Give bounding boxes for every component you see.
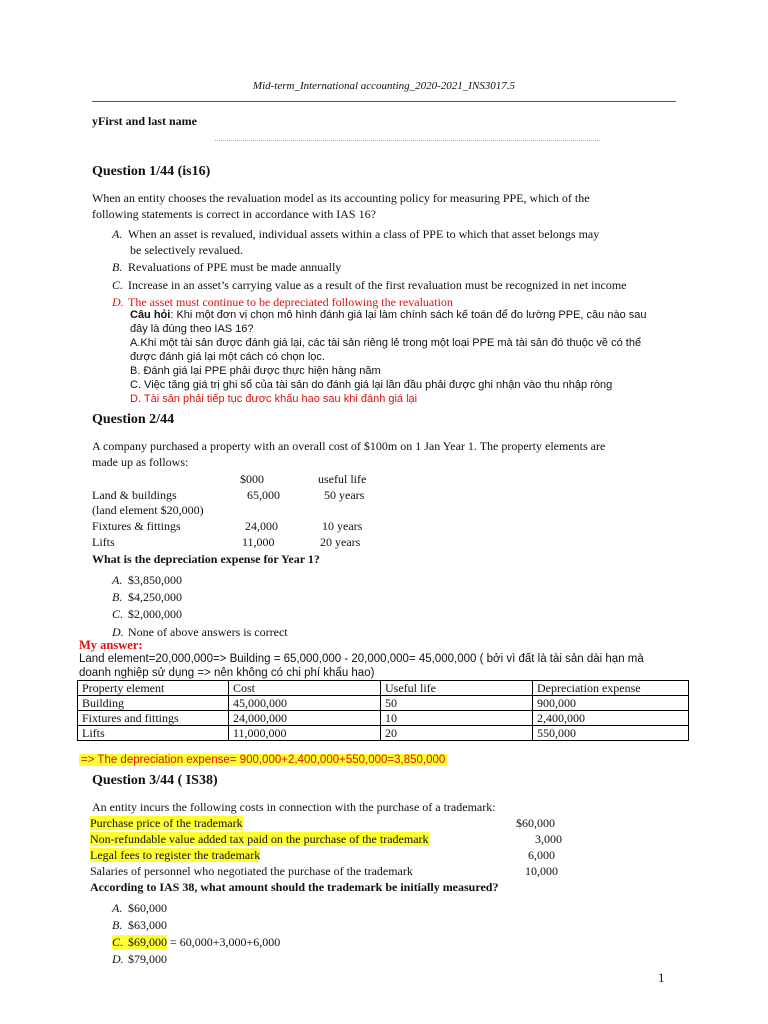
q3-cost3-text: Legal fees to register the trademark — [90, 848, 261, 862]
q2-option-b — [112, 590, 182, 605]
q1-title: Question 1/44 (is16) — [92, 164, 211, 179]
q3-option-c-letter: C. — [112, 935, 124, 949]
q1-vn-label: Câu hỏi — [130, 309, 171, 321]
q3-stem: An entity incurs the following costs in connection with the purchase of a trademark: — [92, 800, 496, 814]
table-header-cell: Depreciation expense — [533, 681, 689, 696]
q1-vn-line4: được đánh giá lại một cách có chọn lọc. — [130, 351, 325, 363]
q1-vn-line1-text: : Khi một đơn vị chọn mô hình đánh giá lại làm chính sách kế toán để đo lường PPE, câu nào sau — [170, 309, 647, 321]
q2-working-line1: Land element=20,000,000=> Building = 65,000,000 - 20,000,000= 45,000,000 ( bởi vì đất là tài sản dài hạn mà — [79, 653, 644, 665]
q1-vn-line1 — [130, 309, 646, 321]
q2-row2-cost: 24,000 — [245, 519, 278, 533]
table-cell: Fixtures and fittings — [78, 711, 229, 726]
name-label: yFirst and last name — [92, 114, 197, 128]
q1-vn-line3: A.Khi một tài sản được đánh giá lại, các tài sản riêng lẻ trong một loại PPE mà tài sản đó thuộc về có thể — [130, 337, 642, 349]
q2-stem-line2: made up as follows: — [92, 455, 189, 469]
q3-option-a-letter: A. — [112, 901, 123, 915]
q1-option-c-text: Increase in an asset’s carrying value as a result of the first revaluation must be recognized in net income — [128, 278, 627, 292]
document-header: Mid-term_International accounting_2020-2021_INS3017.5 — [252, 80, 516, 92]
q2-col-cost-header: $000 — [240, 472, 264, 486]
table-row — [78, 696, 689, 711]
q3-cost2-label — [90, 832, 429, 847]
q1-option-d-text: The asset must continue to be depreciated following the revaluation — [128, 295, 453, 309]
q1-option-a-text: When an asset is revalued, individual assets within a class of PPE to which that asset belongs may — [128, 227, 600, 241]
table-cell: 2,400,000 — [533, 711, 689, 726]
q3-cost4-value: 10,000 — [525, 864, 558, 878]
q1-stem-line1: When an entity chooses the revaluation model as its accounting policy for measuring PPE, which of the — [92, 191, 590, 205]
q2-option-c-letter: C. — [112, 607, 124, 621]
q2-result-line: => The depreciation expense= 900,000+2,400,000+550,000=3,850,000 — [81, 754, 446, 766]
depreciation-table — [77, 680, 689, 741]
q3-cost1-text: Purchase price of the trademark — [90, 816, 243, 830]
q3-option-c — [112, 935, 280, 950]
table-header-cell: Useful life — [381, 681, 533, 696]
table-cell: Lifts — [78, 726, 229, 741]
q2-row2-life: 10 years — [322, 519, 363, 533]
q3-option-c-note: = 60,000+3,000+6,000 — [167, 935, 281, 949]
q3-cost2-value: 3,000 — [535, 832, 562, 846]
table-cell: 550,000 — [533, 726, 689, 741]
q1-option-d — [112, 295, 453, 310]
table-row — [78, 726, 689, 741]
table-cell: Building — [78, 696, 229, 711]
q1-option-c-letter: C. — [112, 278, 124, 292]
q1-option-d-letter: D. — [112, 295, 124, 309]
q2-option-d-text: None of above answers is correct — [128, 625, 288, 639]
page-number: 1 — [658, 970, 665, 985]
q2-option-a-letter: A. — [112, 573, 123, 587]
q1-option-a-cont: be selectively revalued. — [130, 243, 243, 257]
q1-option-b — [112, 260, 341, 275]
q3-cost2-text: Non-refundable value added tax paid on the purchase of the trademark — [90, 832, 429, 846]
q3-option-d-text: $79,000 — [128, 952, 167, 966]
table-cell: 24,000,000 — [229, 711, 381, 726]
q3-cost1-label — [90, 816, 243, 831]
table-cell: 900,000 — [533, 696, 689, 711]
q1-stem-line2: following statements is correct in accordance with IAS 16? — [92, 207, 376, 221]
q1-option-b-text: Revaluations of PPE must be made annually — [128, 260, 342, 274]
table-cell: 50 — [381, 696, 533, 711]
my-answer-label: My answer: — [79, 638, 143, 652]
q3-option-b-letter: B. — [112, 918, 123, 932]
q3-cost3-value: 6,000 — [528, 848, 555, 862]
q2-option-a — [112, 573, 182, 588]
q2-option-c — [112, 607, 182, 622]
q3-option-d-letter: D. — [112, 952, 124, 966]
q2-row3-life: 20 years — [320, 535, 361, 549]
table-cell: 10 — [381, 711, 533, 726]
q1-option-c — [112, 278, 626, 293]
header-rule — [92, 101, 676, 102]
q2-row1-note: (land element $20,000) — [92, 503, 204, 517]
q1-option-a-letter: A. — [112, 227, 123, 241]
q2-row2-label: Fixtures & fittings — [92, 519, 181, 533]
q2-stem-line1: A company purchased a property with an overall cost of $100m on 1 Jan Year 1. The property elements are — [92, 439, 606, 453]
q2-option-b-letter: B. — [112, 590, 123, 604]
q3-option-a — [112, 901, 167, 916]
q3-option-c-text: $69,000 — [128, 935, 167, 949]
q3-option-d — [112, 952, 167, 967]
q3-title: Question 3/44 ( IS38) — [92, 773, 218, 788]
q2-option-b-text: $4,250,000 — [128, 590, 182, 604]
q2-row3-label: Lifts — [92, 535, 115, 549]
table-header-cell: Cost — [229, 681, 381, 696]
q3-option-b-text: $63,000 — [128, 918, 167, 932]
q3-cost1-value: $60,000 — [516, 816, 555, 830]
q3-question: According to IAS 38, what amount should the trademark be initially measured? — [90, 880, 499, 894]
q2-title: Question 2/44 — [92, 412, 175, 427]
q1-option-a — [112, 227, 599, 242]
q1-option-b-letter: B. — [112, 260, 123, 274]
q1-vn-line7: D. Tài sản phải tiếp tục được khấu hao sau khi đánh giá lại — [130, 393, 418, 405]
q2-working-line2: doanh nghiệp sử dụng => nên không có chi phí khấu hao) — [79, 667, 375, 679]
q2-row3-cost: 11,000 — [242, 535, 275, 549]
q1-vn-line6: C. Việc tăng giá trị ghi sổ của tài sản do đánh giá lại lần đầu phải được ghi nhận vào thu nhập ròng — [130, 379, 613, 391]
q3-cost3-label — [90, 848, 260, 863]
q3-cost4-label: Salaries of personnel who negotiated the purchase of the trademark — [90, 864, 413, 878]
q2-option-a-text: $3,850,000 — [128, 573, 182, 587]
table-header-row — [78, 681, 689, 696]
name-dotted-line — [215, 140, 600, 141]
table-cell: 11,000,000 — [229, 726, 381, 741]
q2-option-d-letter: D. — [112, 625, 124, 639]
q2-question: What is the depreciation expense for Year 1? — [92, 552, 320, 566]
table-row — [78, 711, 689, 726]
q1-vn-line5: B. Đánh giá lại PPE phải được thực hiện hàng năm — [130, 365, 381, 377]
q1-vn-line2: đây là đúng theo IAS 16? — [130, 323, 254, 335]
table-cell: 20 — [381, 726, 533, 741]
q2-option-c-text: $2,000,000 — [128, 607, 182, 621]
q2-row1-label: Land & buildings — [92, 488, 177, 502]
q2-col-life-header: useful life — [318, 472, 367, 486]
table-header-cell: Property element — [78, 681, 229, 696]
q2-row1-life: 50 years — [324, 488, 365, 502]
table-cell: 45,000,000 — [229, 696, 381, 711]
q3-option-a-text: $60,000 — [128, 901, 167, 915]
q2-row1-cost: 65,000 — [247, 488, 280, 502]
q3-option-b — [112, 918, 167, 933]
